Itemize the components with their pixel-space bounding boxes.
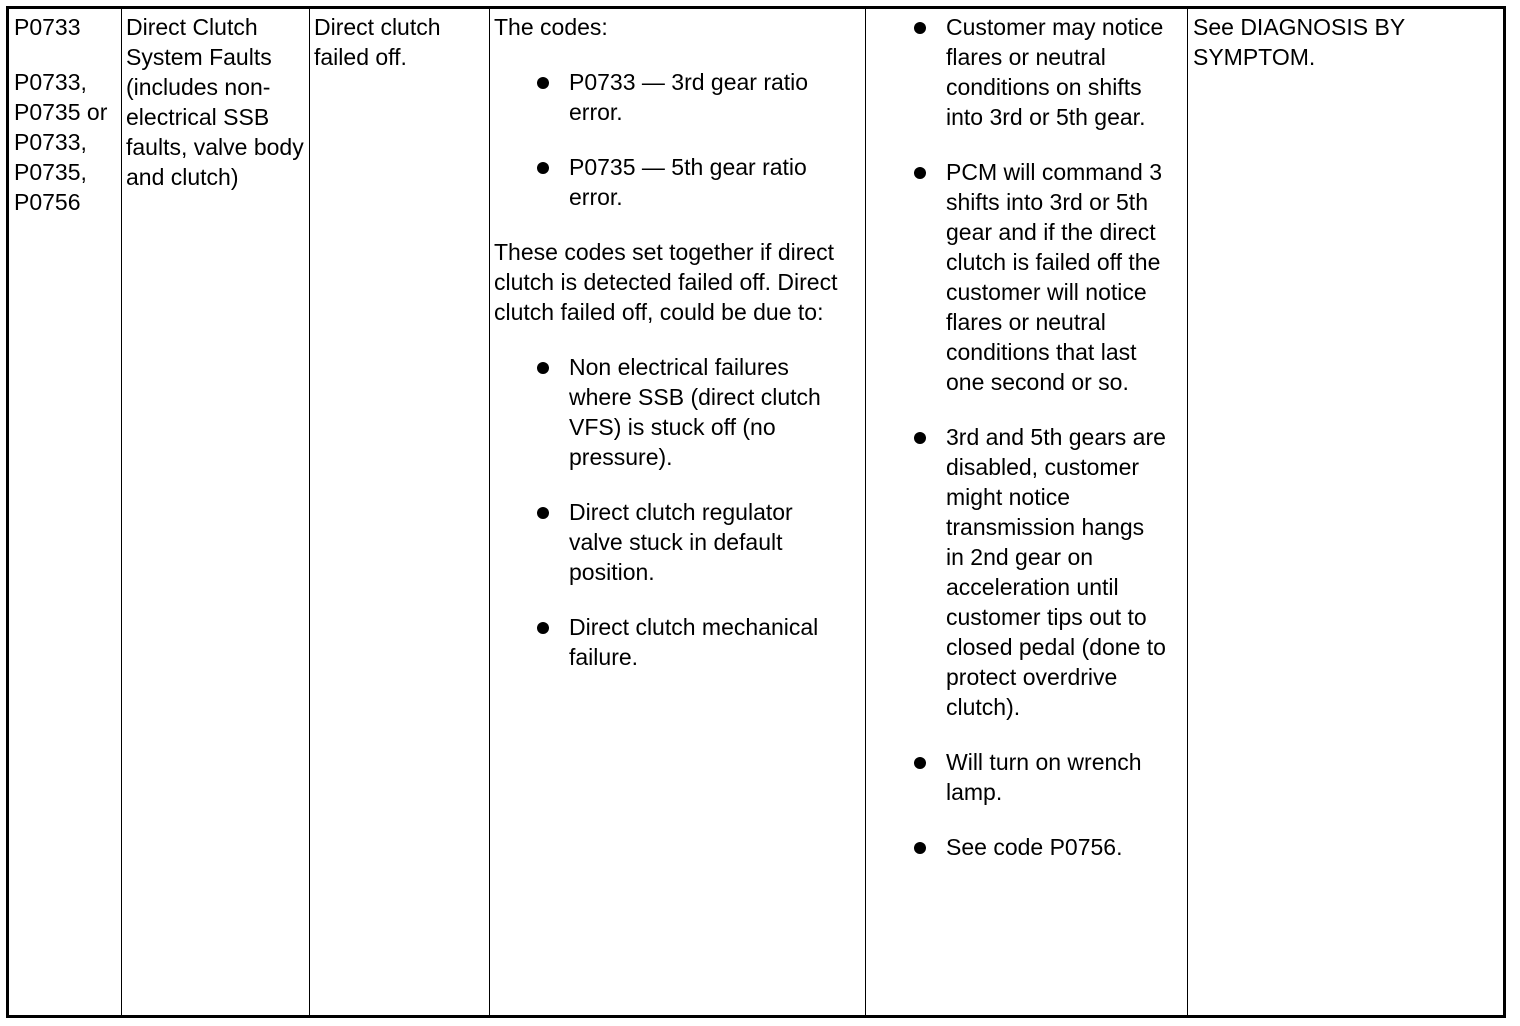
bullet-icon: [914, 842, 926, 854]
code-combo-line: P0756: [14, 189, 81, 215]
list-item: [569, 497, 834, 587]
list-item: [946, 12, 1166, 132]
column-divider-4: [865, 9, 866, 1015]
list-item-text: 3rd and 5th gears are disabled, customer might notice transmission hangs in 2nd gear on acceleration until customer tips out to closed pedal (done to protect overdrive clutch).: [946, 424, 1166, 720]
list-item-text: Non electrical failures where SSB (direct clutch VFS) is stuck off (no pressure).: [569, 354, 821, 470]
column-divider-2: [309, 9, 310, 1015]
list-item: [569, 352, 834, 472]
causes-list: [494, 352, 834, 672]
codes-intro: The codes:: [494, 14, 608, 40]
action-reference: See DIAGNOSIS BY SYMPTOM.: [1193, 14, 1405, 70]
list-item-text: See code P0756.: [946, 834, 1123, 860]
column-divider-5: [1187, 9, 1188, 1015]
list-item: [946, 832, 1166, 862]
bullet-icon: [914, 167, 926, 179]
symptoms-list: [946, 12, 1166, 862]
fault-description: Direct Clutch System Faults (includes non-electrical SSB faults, valve body and clutch): [126, 14, 304, 190]
list-item-text: Customer may notice flares or neutral conditions on shifts into 3rd or 5th gear.: [946, 14, 1164, 130]
bullet-icon: [537, 507, 549, 519]
codes-list: [494, 67, 839, 212]
bullet-icon: [914, 432, 926, 444]
code-combo-line: P0733,: [14, 129, 87, 155]
fault-condition: Direct clutch failed off.: [314, 14, 441, 70]
column-divider-3: [489, 9, 490, 1015]
list-item-text: PCM will command 3 shifts into 3rd or 5th gear and if the direct clutch is failed off the customer will notice flares or neutral conditions that last one second or so.: [946, 159, 1162, 395]
list-item-text: Direct clutch regulator valve stuck in default position.: [569, 499, 793, 585]
symptoms-cell: [946, 12, 1166, 862]
bullet-icon: [537, 362, 549, 374]
codes-cell: [14, 12, 116, 217]
list-item: [946, 157, 1166, 397]
list-item-text: P0735 — 5th gear ratio error.: [569, 154, 807, 210]
condition-cell: [314, 12, 484, 72]
code-combo-line: P0733,: [14, 69, 87, 95]
list-item: [569, 67, 839, 127]
list-item-text: Will turn on wrench lamp.: [946, 749, 1142, 805]
failure-explanation: These codes set together if direct clutch is detected failed off. Direct clutch failed off, could be due to:: [494, 239, 838, 325]
bullet-icon: [914, 757, 926, 769]
bullet-icon: [537, 622, 549, 634]
list-item-text: P0733 — 3rd gear ratio error.: [569, 69, 809, 125]
code-combo-line: P0735 or: [14, 99, 108, 125]
action-cell: [1193, 12, 1493, 72]
bullet-icon: [914, 22, 926, 34]
list-item: [946, 747, 1166, 807]
list-item: [569, 612, 834, 672]
primary-code: P0733: [14, 14, 81, 40]
list-item: [569, 152, 839, 212]
list-item-text: Direct clutch mechanical failure.: [569, 614, 819, 670]
details-cell: [494, 12, 856, 672]
column-divider-1: [121, 9, 122, 1015]
code-combo-line: P0735,: [14, 159, 87, 185]
bullet-icon: [537, 162, 549, 174]
bullet-icon: [537, 77, 549, 89]
list-item: [946, 422, 1166, 722]
description-cell: [126, 12, 304, 192]
